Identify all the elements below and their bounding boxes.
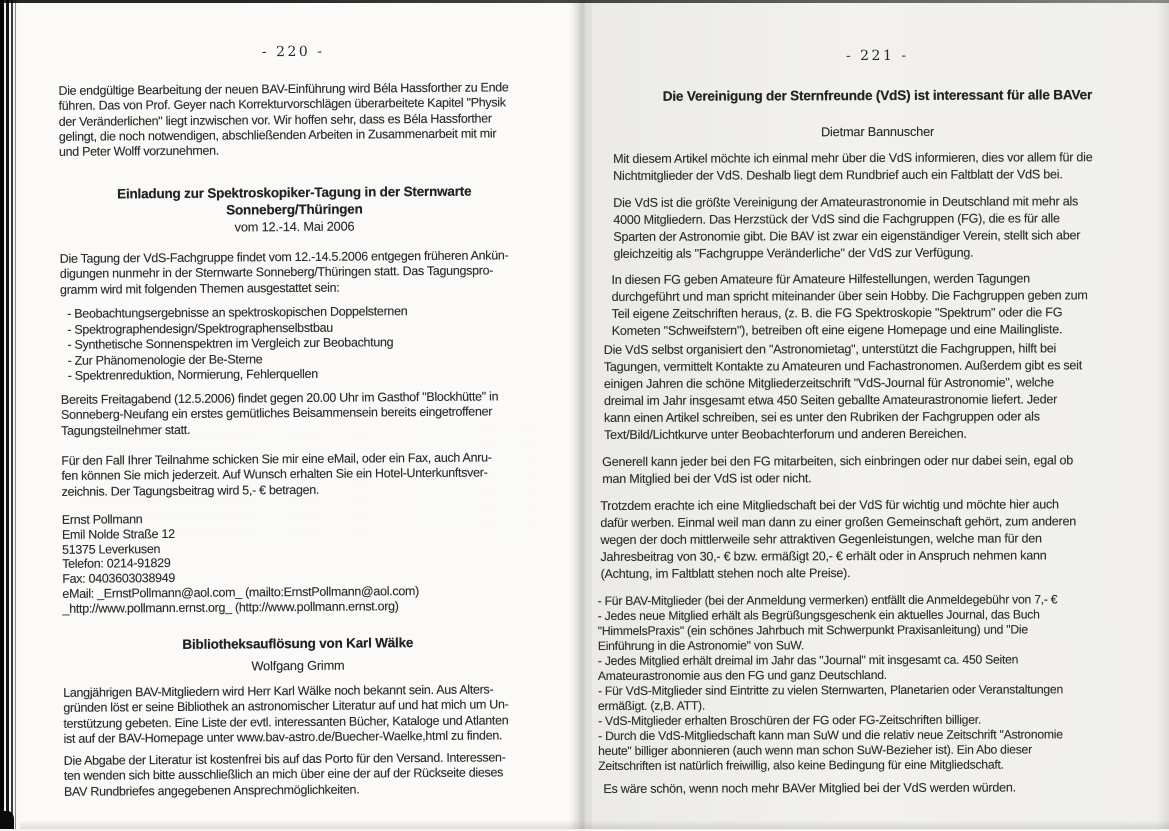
page-number: - 221 - bbox=[845, 47, 909, 65]
contact-city: 51375 Leverkusen bbox=[61, 541, 161, 557]
contact-name: Ernst Pollmann bbox=[61, 512, 143, 527]
contact-block bbox=[62, 509, 583, 617]
list-item: - Jedes neue Mitglied erhält als Begrüßungsgeschenk ein aktuelles Journal, das Buch "HimmelsPraxis" (ein schönes Jahrbuch mit Schwerpunkt Praxisanleitung) und "Die Einführung in die Astronomie" von SuW. bbox=[597, 607, 1040, 653]
library-paragraph-1: Langjährigen BAV-Mitgliedern wird Herr Karl Wälke noch bekannt sein. Aus Alters- gründen löst er seine Bibliothek an astronomischer Literatur auf und hat mich um Un- terstützung gebeten. Eine Liste der evtl. interessanten Bücher, Kataloge und Atlanten ist auf der BAV-Homepage unter www.bav-astro.de/Buecher-Waelke,html zu finden. bbox=[63, 682, 509, 747]
page-221 bbox=[588, 0, 1169, 829]
bav-einfuehrung-paragraph: Die endgültige Bearbeitung der neuen BAV-Einführung wird Béla Hassforther zu Ende führen. Das von Prof. Geyer nach Korrekturvorschlägen überarbeitete Kapitel "Physik der Veränderlichen" liegt inzwischen vor. Wir hoffen sehr, dass es Béla Hassforther gelingt, die noch notwendigen, abschließenden Arbeiten in Zusammenarbeit mit mir und Peter Wolff vorzunehmen. bbox=[58, 80, 509, 160]
vds-paragraph-6: Trotzdem erachte ich eine Mitgliedschaft bei der VdS für wichtig und möchte hier auch dafür werben. Einmal weil man dann zu einer großen Gemeinschaft gehört, zum anderen wegen der doch mittlerweile sehr attraktiven Gegenleistungen, welche man für den Jahresbeitrag von 30,- € bzw. ermäßigt 20,- € erhält oder in Anspruch nehmen kann (Achtung, im Faltblatt stehen noch alte Preise). bbox=[600, 497, 1076, 581]
list-item: - Spektrographendesign/Spektrographenselbstbau bbox=[67, 320, 333, 337]
vds-article-author: Dietmar Bannuscher bbox=[820, 123, 935, 140]
page-gutter-shadow bbox=[568, 0, 592, 829]
vds-closing-paragraph: Es wäre schön, wenn noch mehr BAVer Mitglied bei der VdS werden würden. bbox=[603, 780, 1016, 796]
vds-benefits-list bbox=[598, 592, 1159, 774]
spektro-intro-paragraph: Die Tagung der VdS-Fachgruppe findet vom 12.-14.5.2006 entgegen früheren Ankün- digungen nunmehr in der Sternwarte Sonneberg/Thüringen statt. Das Tagungspro- gramm wird mit folgenden Themen ausgestattet sein: bbox=[59, 248, 509, 297]
spektro-evening-paragraph: Bereits Freitagabend (12.5.2006) findet gegen 20.00 Uhr im Gasthof "Blockhütte" in Sonneberg-Neufang ein erstes gemütliches Beisammensein bereits eingetroffener Tagungsteilnehmer statt. bbox=[60, 389, 499, 438]
scan-right-edge-shade bbox=[1157, 0, 1169, 829]
vds-article-title: Die Vereinigung der Sternfreunde (VdS) ist interessant für alle BAVer bbox=[662, 87, 1093, 104]
library-paragraph-2: Die Abgabe der Literatur ist kostenfrei bis auf das Porto für den Versand. Interessen- ten wenden sich bitte ausschließlich an mich über eine der auf der Rückseite dieses BAV Rundbriefes angegebenen Ansprechmöglichkeiten. bbox=[63, 750, 506, 799]
list-item: - Für BAV-Mitglieder (bei der Anmeldung vermerken) entfällt die Anmeldegebühr von 7,- € bbox=[597, 592, 1058, 608]
spektro-topics-list bbox=[67, 303, 583, 385]
list-item: - Synthetische Sonnenspektren im Vergleich zur Beobachtung bbox=[67, 335, 394, 352]
contact-homepage: _http://www.pollmann.ernst.org_ (http://www.pollmann.ernst.org) bbox=[62, 598, 399, 616]
contact-fax: Fax: 0403603038949 bbox=[62, 571, 176, 587]
vds-paragraph-5: Generell kann jeder bei den FG mitarbeiten, sich einbringen oder nur dabei sein, egal ob man Mitglied bei der VdS ist oder nicht. bbox=[602, 453, 1074, 486]
page-number: - 220 - bbox=[261, 43, 325, 61]
scan-top-edge bbox=[0, 0, 1169, 3]
list-item: - Zur Phänomenologie der Be-Sterne bbox=[67, 351, 263, 368]
vds-paragraph-4: Die VdS selbst organisiert den "Astronomietag", unterstützt die Fachgruppen, hilft bei Tagungen, vermittelt Kontakte zu Amateuren und Fachastronomen. Außerdem gibt es seit einigen Jahren die schöne Mitgliederzeitschrift "VdS-Journal für Astronomie", welche dreimal im Jahr insgesamt etwa 450 Seiten geballte Amateurastronomie liefert. Jeder kann einen Artikel schreiben, sei es unter den Rubriken der Fachgruppen oder als Text/Bild/Lichtkurve unter Beobachterforum und anderen Bereichen. bbox=[603, 341, 1082, 442]
vds-paragraph-1: Mit diesem Artikel möchte ich einmal mehr über die VdS informieren, dies vor allem für die Nichtmitglieder der VdS. Deshalb liegt dem Rundbrief auch ein Faltblatt der VdS bei. bbox=[613, 150, 1093, 183]
page-220-content bbox=[15, 0, 577, 831]
spektro-tagung-title-line2: Sonneberg/Thüringen bbox=[226, 201, 363, 218]
list-item: - Beobachtungsergebnisse an spektroskopischen Doppelsternen bbox=[67, 304, 408, 321]
library-author: Wolfgang Grimm bbox=[251, 657, 345, 674]
contact-email: eMail: _ErnstPollmann@aol.com_ (mailto:ErnstPollmann@aol.com) bbox=[62, 584, 419, 601]
contact-street: Emil Nolde Straße 12 bbox=[61, 526, 175, 542]
scan-edge-stripes bbox=[0, 0, 20, 829]
contact-phone: Telefon: 0214-91829 bbox=[62, 556, 171, 572]
list-item: - Jedes Mitglied erhält dreimal im Jahr das "Journal" mit insgesamt ca. 450 Seiten Amateurastronomie aus den FG und ganz Deutschland. bbox=[597, 652, 1019, 683]
list-item: - Für VdS-Mitglieder sind Eintritte zu vielen Sternwarten, Planetarien oder Veranstaltungen ermäßigt. (z,B. ATT). bbox=[597, 682, 1064, 713]
spektro-contact-note-paragraph: Für den Fall Ihrer Teilnahme schicken Sie mir eine eMail, oder ein Fax, auch Anru- fen können Sie mich jederzeit. Auf Wunsch erhalten Sie ein Hotel-Unterkunftsver- zeichnis. Der Tagungsbeitrag wird 5,- € betragen. bbox=[61, 450, 492, 499]
scan-corner-mark bbox=[0, 811, 14, 829]
spektro-tagung-title-line1: Einladung zur Spektroskopiker-Tagung in der Sternwarte bbox=[117, 183, 472, 202]
vds-paragraph-2: Die VdS ist die größte Vereinigung der Amateurastronomie in Deutschland mit mehr als 4000 Mitgliedern. Das Herzstück der VdS sind die Fachgruppen (FG), die es für alle Sparten der Astronomie gibt. Die BAV ist zwar ein eigenständiger Verein, stellt sich aber gleichzeitig als "Fachgruppe Veränderliche" der VdS zur Verfügung. bbox=[613, 194, 1081, 261]
list-item: - VdS-Mitglieder erhalten Broschüren der FG oder FG-Zeitschriften billiger. bbox=[598, 712, 982, 728]
library-section-title: Bibliotheksauflösung von Karl Wälke bbox=[182, 635, 414, 652]
spektro-tagung-date: vom 12.-14. Mai 2006 bbox=[234, 218, 355, 235]
page-221-content bbox=[587, 0, 1169, 830]
list-item: - Durch die VdS-Mitgliedschaft kann man SuW und die relativ neue Zeitschrift "Astronomie heute" billiger abonnieren (auch wenn man schon SuW-Bezieher ist). Ein Abo dieser Zeitschriften ist natürlich freiwillig, also keine Bedingung für eine Mitgliedschaft. bbox=[598, 727, 1063, 773]
page-220 bbox=[18, 0, 574, 829]
list-item: - Spektrenreduktion, Normierung, Fehlerquellen bbox=[67, 366, 318, 383]
vds-paragraph-3: In diesen FG geben Amateure für Amateure Hilfestellungen, werden Tagungen durchgeführt und man spricht miteinander über sein Hobby. Die Fachgruppen geben zum Teil eigene Zeitschriften heraus, (z. B. die FG Spektroskopie "Spektrum" oder die FG Kometen "Schweifstern"), betreiben oft eine eigene Homepage und eine Mailingliste. bbox=[611, 271, 1088, 338]
